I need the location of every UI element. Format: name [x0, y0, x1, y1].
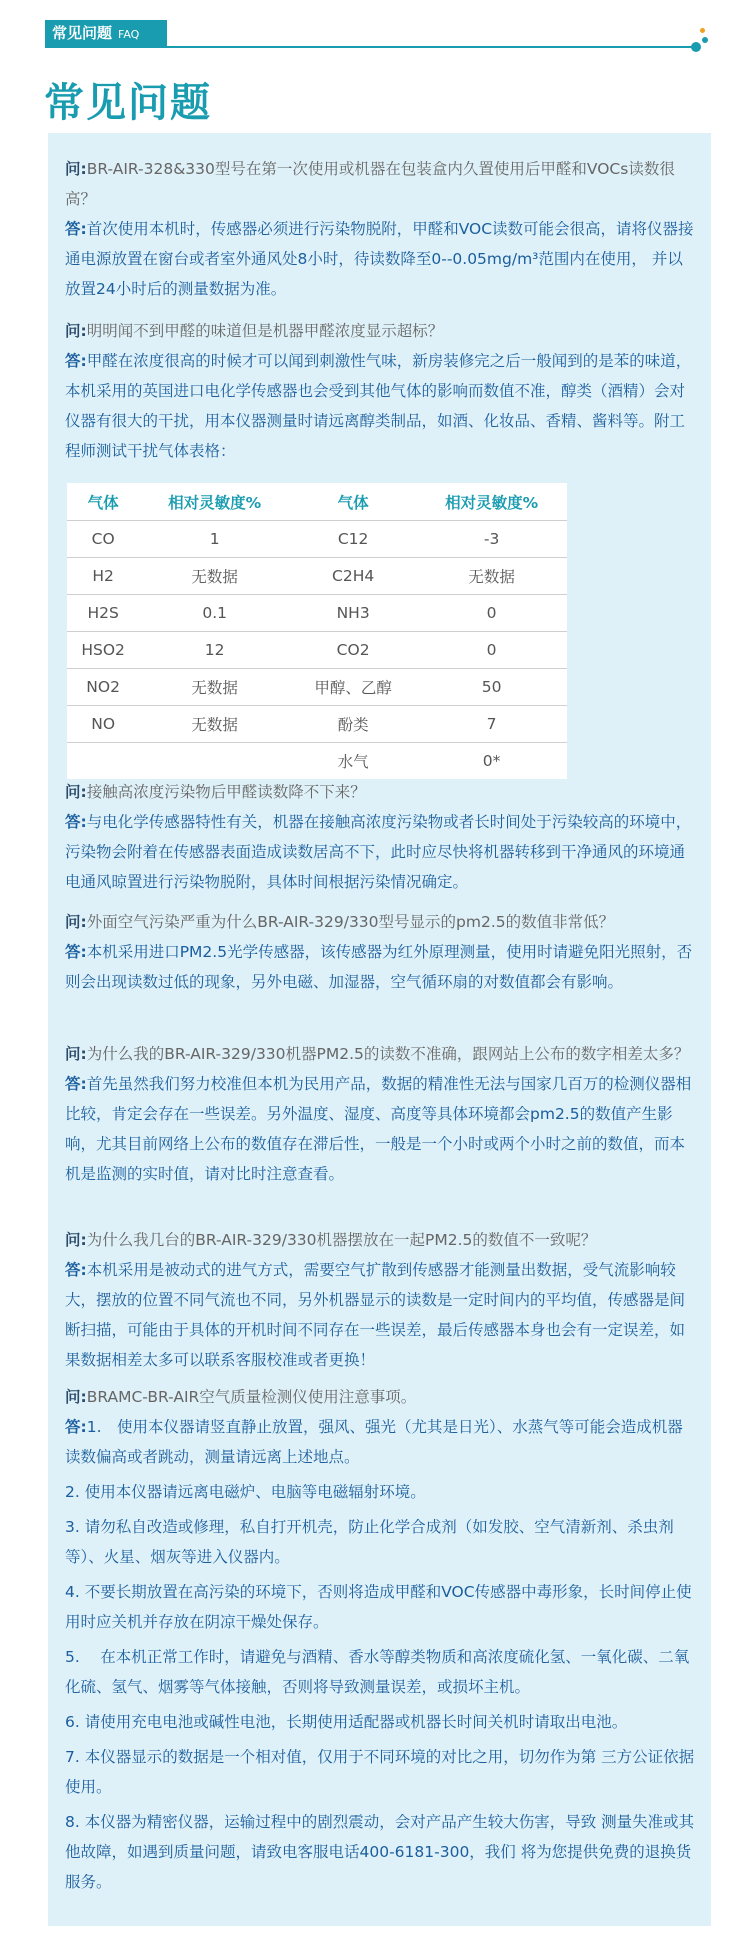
table-cell: CO2: [290, 632, 416, 669]
faq-item-4: [65, 907, 697, 997]
question-text: 接触高浓度污染物后甲醛读数降不下来？: [86, 783, 366, 801]
table-cell: 12: [139, 632, 290, 669]
answer-text: 首先虽然我们努力校准但本机为民用产品，数据的精准性无法与国家几百万的检测仪器相比较，肯定会存在一些误差。另外温度、湿度、高度等具体环境都会pm2.5的数值产生影响，尤其目前网络上公布的数值存在滞后性，一般是一个小时或两个小时之前的数值，而本机是监测的实时值，请对比时注意查看。: [65, 1075, 692, 1183]
list-item: 8. 本仪器为精密仪器，运输过程中的剧烈震动，会对产品产生较大伤害，导致 测量失准或其他故障，如遇到质量问题，请致电客服电话400-6181-300，我们 将为您提供免费的退换货服务。: [65, 1813, 695, 1891]
question-label: 问:: [65, 1045, 87, 1063]
answer-text: 与电化学传感器特性有关，机器在接触高浓度污染物或者长时间处于污染较高的环境中，污染物会附着在传感器表面造成读数居高不下，此时应尽快将机器转移到干净通风的环境通电通风晾置进行污染物脱附，具体时间根据污染情况确定。: [65, 813, 692, 891]
answer-text: 甲醛在浓度很高的时候才可以闻到刺激性气味，新房装修完之后一般闻到的是苯的味道，本机采用的英国进口电化学传感器也会受到其他气体的影响而数值不准，醇类（酒精）会对仪器有很大的干扰，用本仪器测量时请远离醇类制品，如酒、化妆品、香精、酱料等。附工程师测试干扰气体表格：: [65, 352, 692, 460]
answer-label: 答:: [65, 352, 87, 370]
question-label: 问:: [65, 1231, 87, 1249]
faq-item-7: [65, 1382, 697, 1897]
table-header-row: [67, 483, 567, 521]
question-text: BR-AIR-328&330型号在第一次使用或机器在包装盒内久置使用后甲醛和VOCs读数很高？: [65, 160, 675, 208]
question-label: 问:: [65, 322, 87, 340]
table-cell: 水气: [337, 753, 369, 771]
table-cell: C2H4: [290, 558, 416, 595]
table-cell: H2: [67, 558, 139, 595]
table-cell: NH3: [290, 595, 416, 632]
faq-item-5: [65, 1039, 697, 1189]
table-cell: H2S: [67, 595, 139, 632]
table-cell: 1: [139, 521, 290, 558]
answer-label: 答:: [65, 813, 87, 831]
table-header: 气体: [290, 483, 416, 521]
question-text: 为什么我的BR-AIR-329/330机器PM2.5的读数不准确，跟网站上公布的数字相差太多？: [86, 1045, 690, 1063]
question-text: 为什么我几台的BR-AIR-329/330机器摆放在一起PM2.5的数值不一致呢？: [86, 1231, 597, 1249]
header-divider: [45, 46, 700, 48]
table-row: [67, 521, 567, 558]
table-cell: -3: [416, 521, 567, 558]
table-cell: 0.1: [139, 595, 290, 632]
table-cell: 无数据: [416, 558, 567, 595]
table-cell: 无数据: [139, 558, 290, 595]
faq-tab-en: FAQ: [118, 28, 140, 41]
list-item: 3. 请勿私自改造或修理，私自打开机壳，防止化学合成剂（如发胶、空气清新剂、杀虫剂等）、火星、烟灰等进入仪器内。: [65, 1518, 674, 1566]
answer-label: 答:: [65, 220, 87, 238]
faq-item-1: [65, 154, 697, 304]
table-cell: 甲醇、乙醇: [290, 669, 416, 706]
question-label: 问:: [65, 1388, 87, 1406]
table-cell: 0*: [482, 752, 501, 770]
decor-dot-icon: [702, 37, 708, 43]
question-label: 问:: [65, 160, 87, 178]
list-item: 5. 在本机正常工作时，请避免与酒精、香水等醇类物质和高浓度硫化氢、一氧化碳、二氧化硫、氢气、烟雾等气体接触，否则将导致测量误差，或损坏主机。: [65, 1648, 690, 1696]
page-title: 常见问题: [44, 80, 212, 126]
table-header: 相对灵敏度%: [139, 483, 290, 521]
decor-dot-icon: [691, 42, 701, 52]
table-cell: 50: [416, 669, 567, 706]
question-text: 明明闻不到甲醛的味道但是机器甲醛浓度显示超标？: [86, 322, 444, 340]
table-cell: HSO2: [67, 632, 139, 669]
table-cell: 0: [416, 595, 567, 632]
table-row: [67, 558, 567, 595]
faq-item-3: [65, 777, 697, 897]
table-cell: 7: [416, 706, 567, 743]
table-header: 气体: [67, 483, 139, 521]
table-cell: 无数据: [139, 706, 290, 743]
table-row: [67, 743, 567, 780]
table-header: 相对灵敏度%: [416, 483, 567, 521]
answer-label: 答:: [65, 1075, 87, 1093]
table-cell: 酚类: [290, 706, 416, 743]
faq-item-6: [65, 1225, 697, 1375]
list-item: 7. 本仪器显示的数据是一个相对值，仅用于不同环境的对比之用，切勿作为第 三方公证依据使用。: [65, 1748, 695, 1796]
table-cell: [67, 743, 139, 780]
table-row: [67, 669, 567, 706]
section-header: [38, 16, 710, 50]
answer-text: 首次使用本机时，传感器必须进行污染物脱附，甲醛和VOC读数可能会很高，请将仪器接通电源放置在窗台或者室外通风处8小时，待读数降至0--0.05mg/m³范围内在使用， 并以放置24小时后的测量数据为准。: [65, 220, 694, 298]
table-cell: 无数据: [139, 669, 290, 706]
answer-text: 1. 使用本仪器请竖直静止放置，强风、强光（尤其是日光）、水蒸气等可能会造成机器读数偏高或者跳动，测量请远离上述地点。: [65, 1418, 683, 1466]
answer-text: 本机采用是被动式的进气方式，需要空气扩散到传感器才能测量出数据，受气流影响较大，摆放的位置不同气流也不同，另外机器显示的读数是一定时间内的平均值，传感器是间断扫描，可能由于具体的开机时间不同存在一些误差，最后传感器本身也会有一定误差，如果数据相差太多可以联系客服校准或者更换！: [65, 1261, 686, 1369]
question-label: 问:: [65, 913, 87, 931]
list-item: 6. 请使用充电电池或碱性电池，长期使用适配器或机器长时间关机时请取出电池。: [65, 1713, 628, 1731]
answer-label: 答:: [65, 1261, 87, 1279]
table-cell: CO: [67, 521, 139, 558]
answer-text: 本机采用进口PM2.5光学传感器，该传感器为红外原理测量，使用时请避免阳光照射，否则会出现读数过低的现象，另外电磁、加湿器，空气循环扇的对数值都会有影响。: [65, 943, 693, 991]
interference-gas-table: [67, 483, 567, 779]
table-cell: [139, 743, 290, 780]
faq-tab: [45, 20, 167, 47]
question-text: 外面空气污染严重为什么BR-AIR-329/330型号显示的pm2.5的数值非常低？: [86, 913, 615, 931]
question-label: 问:: [65, 783, 87, 801]
faq-item-2: [65, 316, 697, 466]
table-cell: NO: [67, 706, 139, 743]
answer-label: 答:: [65, 943, 87, 961]
list-item: 2. 使用本仪器请远离电磁炉、电脑等电磁辐射环境。: [65, 1483, 426, 1501]
table-cell: 0: [416, 632, 567, 669]
question-text: BRAMC-BR-AIR空气质量检测仪使用注意事项。: [86, 1388, 417, 1406]
table-cell: C12: [290, 521, 416, 558]
table-cell: NO2: [67, 669, 139, 706]
faq-tab-cn: 常见问题: [52, 24, 113, 42]
answer-label: 答:: [65, 1418, 87, 1436]
table-row: [67, 706, 567, 743]
list-item: 4. 不要长期放置在高污染的环境下，否则将造成甲醛和VOC传感器中毒形象，长时间停止使用时应关机并存放在阴凉干燥处保存。: [65, 1583, 692, 1631]
table-row: [67, 632, 567, 669]
table-row: [67, 595, 567, 632]
decor-dot-icon: [700, 28, 705, 33]
